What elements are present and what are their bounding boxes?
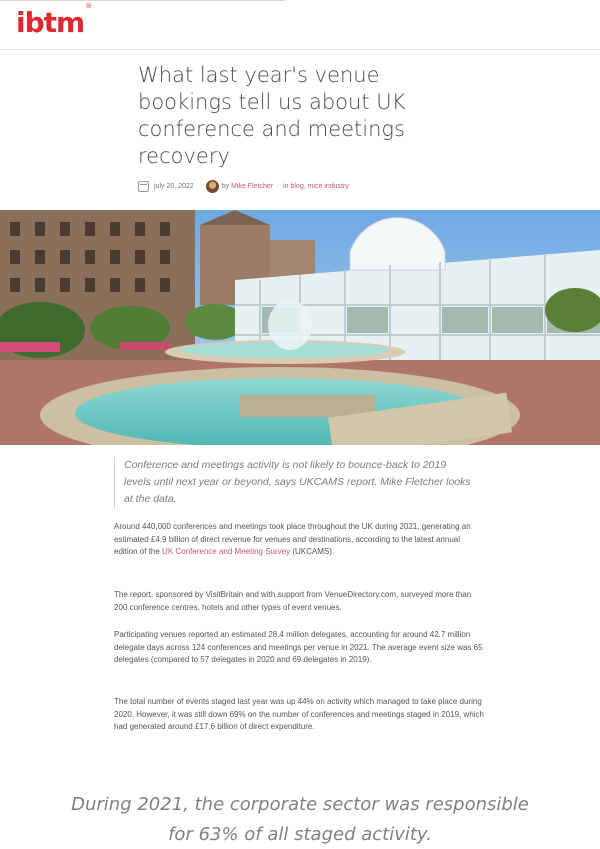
author-link[interactable]: Mike Fletcher <box>231 182 274 190</box>
article-meta <box>138 178 349 194</box>
category-prefix: in <box>283 182 289 190</box>
site-header <box>0 0 600 50</box>
paragraph-4: The total number of events staged last year was up 44% on activity which managed to take place during 2020. However, it was still down 69% on the number of conferences and meetings staged in 2019, which had generated around £17.6 billion of direct expenditure. <box>114 697 484 731</box>
paragraph-1: Around 440,000 conferences and meetings took place throughout the UK during 2021, generating an estimated £4.9 billion of direct revenue for venues and destinations, according to the latest annual edition of the UK Conference and Meeting Survey (UKCAMS). <box>114 522 471 556</box>
hero-image <box>0 210 600 445</box>
article-title: What last year's venue bookings tell us about UK conference and meetings recovery <box>138 63 406 168</box>
pull-quote: During 2021, the corporate sector was responsible for 63% of all staged activity. <box>71 794 529 845</box>
ibtm-logo[interactable]: ibtm® <box>16 1 92 39</box>
article-lead: Conference and meetings activity is not likely to bounce-back to 2019 levels until next year or beyond, says UKCAMS report. Mike Fletcher looks at the data. <box>114 457 472 508</box>
author-avatar <box>206 180 219 193</box>
paragraph-3: Participating venues reported an estimated 28.4 million delegates, accounting for around 42.7 million delegate days across 124 conferences and meetings per venue in 2021. The average event size was 65 delegates (compared to 57 delegates in 2020 and 69 delegates in 2019). <box>114 630 483 664</box>
calendar-icon <box>138 181 149 192</box>
post-date: july 20, 2022 <box>154 182 194 190</box>
author-prefix: by <box>221 182 230 190</box>
paragraph-2: The report, sponsored by VisitBritain and with support from VenueDirectory.com, surveyed more than 200 conference centres, hotels and other types of event venues. <box>114 590 472 612</box>
header-rule <box>0 0 285 1</box>
ukcams-link[interactable]: UK Conference and Meeting Survey <box>162 547 291 556</box>
category-links[interactable]: blog, mice industry <box>290 182 349 190</box>
